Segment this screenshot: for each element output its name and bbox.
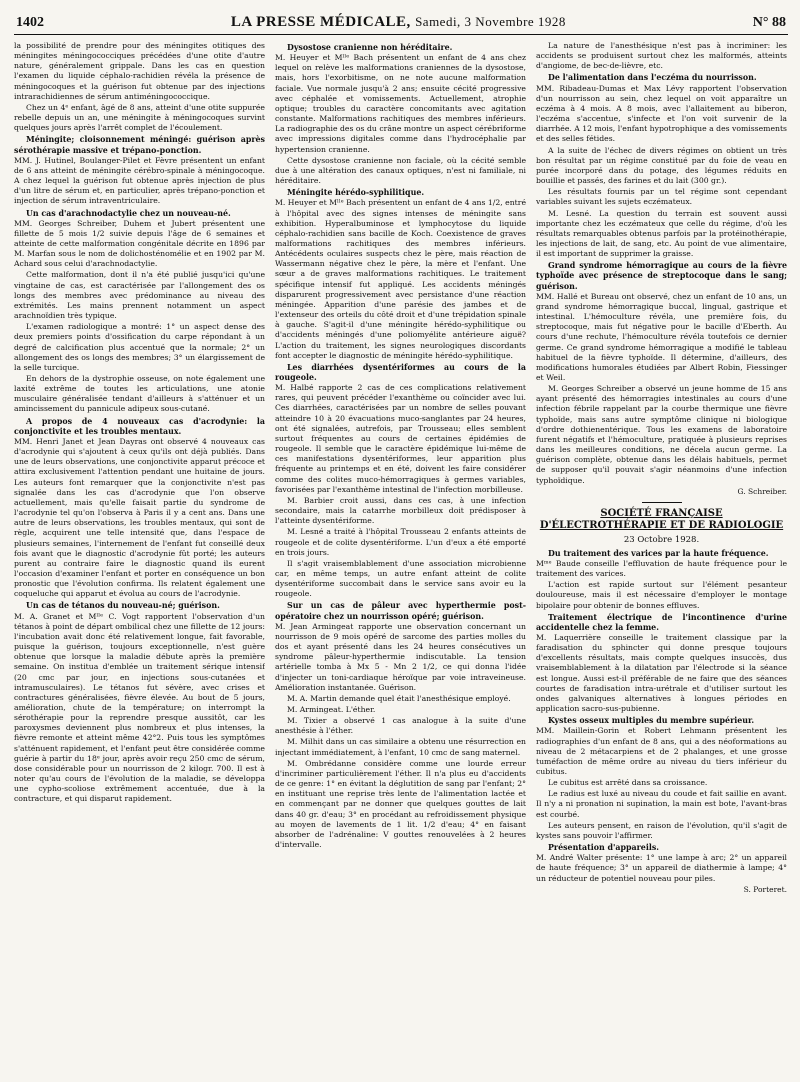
header-rule <box>14 34 788 35</box>
section-title: Un cas de tétanos du nouveau-né; guérison. <box>26 601 220 611</box>
paragraph: M. Lesné a traité à l'hôpital Trousseau 2 enfants atteints de rougeole et de colite dysentériforme. L'un d'eux a été emporté en trois jours. <box>275 527 526 557</box>
section-body: M. Heuyer et Mˡˡᵉ Bach présentent un enfant de 4 ans 1/2, entré à l'hôpital avec des signes intenses de méningite sans exhibition. Hyperalbuminose et lymphocytose du liquide céphalo-rachidien sans bacille de Koch. Coexistence de graves malformations rachitiques des membres inférieurs. Antécédents oculaires suspects chez le père, mais réaction de Wassermann négative chez le père, la mère et l'enfant. Une sœur a de graves malformations rachitiques. Le traitement spécifique intensif fut appliqué. Les accidents méningés disparurent progressivement avec persistance d'une réaction méningée. Apparition d'une parésie des jambes et de l'extenseur des orteils du côté droit et d'une trépidation spinale à gauche. S'agit-il d'une méningite hérédo-syphilitique ou d'accidents méningés d'une poliomyélite antérieure aiguë? L'action du traitement, les signes neurologiques discordants font accepter le diagnostic de méningite hérédo-syphilitique. <box>275 198 526 360</box>
paragraph: Le cubitus est arrêté dans sa croissance. <box>548 778 708 788</box>
meeting-date: 23 Octobre 1928. <box>623 534 700 545</box>
author-signature: G. Schreiber. <box>737 486 787 496</box>
column-1 <box>14 41 265 897</box>
section-title: A propos de 4 nouveaux cas d'acrodynie: la conjonctivite et les troubles mentaux. <box>14 416 265 436</box>
paragraph: M. Lesné. La question du terrain est souvent aussi importante chez les eczémateux que celle du régime, d'où les résultats remarquables obtenus parfois par la protéinothérapie, les injections de lait, de sang, etc. Au point de vue alimentaire, il est important de supprimer la graisse. <box>536 208 787 259</box>
paragraph: En dehors de la dystrophie osseuse, on note également une laxité extrême de toutes les articulations, une atonie musculaire généralisée tendant d'ailleurs à s'atténuer et un amincissement du pannicule adipeux sous-cutané. <box>14 374 265 414</box>
section-body: Mᵐᵉ Baude conseille l'effluvation de haute fréquence pour le traitement des varices. <box>536 558 787 579</box>
paragraph: M. Ombrédanne considère comme une lourde erreur d'incriminer particulièrement l'éther. Il n'a plus eu d'accidents de ce genre: 1° en évitant la déglutition de sang par l'enfant; 2° en instituant une reprise très lente de l'alimentation lactée et en commençant par ne donner que quelques gouttes de lait dans 40 gr. d'eau; 3° en procédant au refroidissement physique au moyen de lavements de 1 lit. 1/2 d'eau; 4° en faisant absorber de l'adrénaline: V gouttes renouvelées à 2 heures d'intervalle. <box>275 758 526 850</box>
society-title: SOCIÉTÉ FRANÇAISE <box>600 507 723 519</box>
paragraph: Les résultats fournis par un tel régime sont cependant variables suivant les sujets eczémateux. <box>536 187 787 207</box>
masthead <box>231 14 566 30</box>
paragraph: L'action est rapide surtout sur l'élément pesanteur douloureuse, mais il est nécessaire d'employer le montage bipolaire pour obtenir de bonnes effluves. <box>536 580 787 610</box>
section-body: MM. Ribadeau-Dumas et Max Lévy rapportent l'observation d'un nourrisson au sein, chez lequel on voit apparaître un eczéma à 4 mois. A 8 mois, avec l'allaitement au biberon, l'eczéma s'accentue, s'infecte et l'on voit survenir de la diarrhée. A 12 mois, l'enfant hypotrophique a des vomissements et des selles fétides. <box>536 83 787 144</box>
section-body: M. Laquerrière conseille le traitement classique par la faradisation du sphincter qui donne presque toujours d'excellents résultats, mais compte quelques insuccès, dus vraisemblablement à la dilatation par l'électrode si la séance est longue. Aussi est-il préférable de ne faire que des séances courtes de faradisation intra-urétrale et d'utiliser surtout les ondes galvaniques alternatives à longues périodes en application sacro-sus-pubienne. <box>536 632 787 714</box>
paragraph: M. Barbier croit aussi, dans ces cas, à une infection secondaire, mais la catarrhe morbilleux doit prédisposer à l'atteinte dysentériforme. <box>275 495 526 526</box>
section-divider <box>642 502 682 503</box>
section-title: Les diarrhées dysentériformes au cours de la rougeole. <box>275 362 526 382</box>
article-columns <box>14 41 788 897</box>
paragraph: Cette dysostose cranienne non faciale, où la cécité semble due à une altération des canaux optiques, n'est ni familiale, ni héréditaire. <box>275 155 526 186</box>
issue-number: N° 88 <box>752 15 786 30</box>
section-title: Traitement électrique de l'incontinence d'urine accidentelle chez la femme. <box>536 612 787 632</box>
paragraph: M. Milhit dans un cas similaire a obtenu une résurrection en injectant immédiatement, à l'enfant, 10 cmc de sang maternel. <box>275 737 526 757</box>
paragraph: M. Georges Schreiber a observé un jeune homme de 15 ans ayant présenté des hémorragies intestinales au cours d'une infection fébrile rappelant par la courbe thermique une fièvre typhoïde, mais sans autre symptôme clinique ni biologique d'ordre dothienentérique. Tous les examens de laboratoire furent négatifs et l'hémoculture, pratiquée à plusieurs reprises dans les meilleures conditions, ne décela aucun germe. La guérison complète, obtenue dans les délais habituels, permet de supposer qu'il pouvait s'agir néanmoins d'une infection typhoïdique. <box>536 384 787 485</box>
author-signature: S. Porteret. <box>743 884 787 894</box>
paragraph: la possibilité de prendre pour des méningites otitiques des méningites méningococciques précédées d'une otite d'autre nature, généralement grippale. Dans les cas en question l'examen du liquide céphalo-rachidien révéla la présence de méningocoques et la guérison fut obtenue par des injections intrarachidiennes de sérum antiméningococcique. <box>14 41 265 101</box>
journal-title: LA PRESSE MÉDICALE, <box>230 14 411 30</box>
paragraph: La nature de l'anesthésique n'est pas à incriminer: les accidents se produisent surtout chez les malformés, atteints d'angiome, de bec-de-lièvre, etc. <box>536 41 787 71</box>
section-body: M. Heuyer et Mˡˡᵉ Bach présentent un enfant de 4 ans chez lequel on relève les malformations craniennes de la dysostose, mais, hors l'exorbitisme, on ne note aucune malformation faciale. Vue normale jusqu'à 2 ans; ensuite cécité progressive avec céphalée et vomissements. Actuellement, atrophie optique; troubles du caractère concomitants avec agitation constante. Malformations rachitiques des membres inférieurs. La radiographie des os du crâne montre un aspect cérébriforme avec impressions digitales comme dans l'hydrocéphalie par hypertension cranienne. <box>275 53 526 154</box>
section-title: Méningite hérédo-syphilitique. <box>287 188 425 198</box>
page-header <box>14 14 788 31</box>
paragraph: Le radius est luxé au niveau du coude et fait saillie en avant. Il n'y a ni pronation ni supination, la main est bote, l'avant-bras est courbé. <box>536 789 787 819</box>
paragraph: M. Armingeat. L'éther. <box>287 705 376 714</box>
paragraph: Cette malformation, dont il n'a été publié jusqu'ici qu'une vingtaine de cas, est caractérisée par l'allongement des os longs des membres avec prédominance au niveau des extrémités. Les mains prennent notamment un aspect arachnoïdien très typique. <box>14 270 265 321</box>
section-body: MM. J. Hutinel, Boulanger-Pilet et Fèvre présentent un enfant de 6 ans atteint de méningite cérébro-spinale à méningocoque. A chez lequel la guérison fut obtenue après injection de plus d'un litre de sérum et, en particulier, après trépano-ponction et injection de sérum intraventriculaire. <box>14 155 265 206</box>
section-body: M. Halbé rapporte 2 cas de ces complications relativement rares, qui peuvent précéder l'exanthème ou coïncider avec lui. Ces diarrhées, caractérisées par un nombre de selles pouvant atteindre 10 à 20 évacuations muco-sanglantes par 24 heures, ont été signalées, autrefois, par Trousseau; elles semblent surtout fréquentes au cours de certaines épidémies de rougeole. Il semble que le caractère épidémique lui-même de ces manifestations dysentériformes, leur apparition plus fréquente au printemps et en été, doivent les faire considérer comme des colites muco-hémorragiques à germes variables, favorisées par l'exanthème intestinal de l'infection morbilleuse. <box>275 383 526 494</box>
section-body: MM. Henri Janet et Jean Dayras ont observé 4 nouveaux cas d'acrodynie qui s'ajoutent à ceux qu'ils ont déjà publiés. Dans une de leurs observations, une conjonctivite apparut précoce et attira exclusivement l'attention pendant une huitaine de jours. Les auteurs font remarquer que la conjonctivite n'est pas signalée dans les cas d'acrodynie que l'on observe actuellement, mais qu'elle faisait partie du syndrome de l'acrodynie tel qu'on l'observa à Paris il y a cent ans. Dans une autre de leurs observations, les troubles mentaux, qui sont de règle, acquirent une telle intensité que, dans l'espace de plusieurs semaines, l'internement de l'enfant fut conseillé deux fois avant que le diagnostic d'acrodynie fût porté; les auteurs purent au contraire faire le diagnostic quand ils eurent l'occasion d'examiner l'enfant et porter en conséquence un bon pronostic que l'évolution confirma. Ils relatent également une coqueluche qui apparut et évolua au cours de l'acrodynie. <box>14 436 265 599</box>
section-body: M. Jean Armingeat rapporte une observation concernant un nourrisson de 9 mois opéré de sarcome des parties molles du dos et ayant présenté dans les 24 heures consécutives un syndrome pâleur-hyperthermie indiscutable. La tension artérielle tomba à Mx 5 - Mn 2 1/2, ce qui donna l'idée d'injecter un toni-cardiaque héroïque par voie intraveineuse. Amélioration instantanée. Guérison. <box>275 621 526 692</box>
section-body: M. André Walter présente: 1° une lampe à arc; 2° un appareil de haute fréquence; 3° un appareil de diathermie à lampe; 4° un réducteur de potentiel nouveau pour piles. <box>536 853 787 883</box>
section-title: Présentation d'appareils. <box>548 843 660 853</box>
paragraph: Les auteurs pensent, en raison de l'évolution, qu'il s'agit de kystes sans pouvoir l'affirmer. <box>536 820 787 840</box>
section-title: Sur un cas de pâleur avec hyperthermie post-opératoire chez un nourrisson opéré; guérison. <box>275 601 526 621</box>
paragraph: Il s'agit vraisemblablement d'une association microbienne car, en même temps, un autre enfant atteint de colite dysentériforme succombait dans le service sans avoir eu la rougeole. <box>275 558 526 599</box>
section-title: Un cas d'arachnodactylie chez un nouveau-né. <box>26 208 231 218</box>
section-body: MM. Maillein-Gorin et Robert Lehmann présentent les radiographies d'un enfant de 8 ans, qui a des néoformations au niveau de 2 métacarpiens et de 2 phalanges, et une grosse tuméfaction de même ordre au niveau du tiers inférieur du cubitus. <box>536 726 787 776</box>
paragraph: M. A. Martin demande quel était l'anesthésique employé. <box>287 693 511 703</box>
section-body: M. A. Granet et Mˡˡᵉ C. Vogt rapportent l'observation d'un tétanos à point de départ ombilical chez une fillette de 12 jours: l'incubation avait donc été relativement longue, fait favorable, puisque la guérison, toujours exceptionnelle, n'est guère obtenue que lorsque la maladie débute après la première semaine. On institua d'emblée un traitement sérique intensif (20 cmc par jour, en injections sous-cutanées et intramusculaires). Le tétanos fut sévère, avec crises et contractures généralisées, fièvre élevée. Au bout de 5 jours, amélioration, chute de la température; on interrompt la sérothérapie pour la reprendre presque aussitôt, car les paroxysmes deviennent plus nombreux et plus intenses, la fièvre remonte et atteint même 42°2. Puis tous les symptômes s'atténuent rapidement, et l'enfant peut être considérée comme guérie à partir du 18ᵉ jour, après avoir reçu 250 cmc de sérum, dose considérable pour un nourrisson de 2 kilogr. 700. Il est à noter qu'au cours de l'évolution de la maladie, se développa une cypho-scoliose extrêmement accentuée, due à la contracture, et qui disparut rapidement. <box>14 611 265 804</box>
issue-date: Samedi, 3 Novembre 1928 <box>415 14 566 29</box>
section-body: MM. Hallé et Bureau ont observé, chez un enfant de 10 ans, un grand syndrome hémorragique buccal, lingual, gastrique et intestinal. L'hémoculture révéla, une première fois, du streptocoque, mais fut négative pour le bacille d'Eberth. Au cours d'une rechute, l'hémoculture révéla toutefois ce dernier germe. Ce grand syndrome hémorragique a modifié le tableau habituel de la fièvre typhoïde. Il détermine, d'ailleurs, des modifications humorales étudiées par Albert Robin, Fiessinger et Weil. <box>536 291 787 382</box>
paragraph: M. Tixier a observé 1 cas analogue à la suite d'une anesthésie à l'éther. <box>275 716 526 736</box>
column-3 <box>536 41 787 897</box>
paragraph: A la suite de l'échec de divers régimes on obtient un très bon résultat par un régime constitué par du foie de veau en purée incorporé dans du potage, des légumes réduits en bouillie et passés, des farines et du lait (300 gr.). <box>536 145 787 186</box>
society-subtitle: D'ÉLECTROTHÉRAPIE ET DE RADIOLOGIE <box>539 519 784 531</box>
section-title: Kystes osseux multiples du membre supérieur. <box>548 716 755 726</box>
section-title: Méningite; cloisonnement méningé: guérison après sérothérapie massive et trépano-ponction. <box>14 135 265 155</box>
column-2 <box>275 41 526 897</box>
page-number: 1402 <box>16 15 44 30</box>
section-title: Dysostose cranienne non héréditaire. <box>287 43 453 52</box>
section-title: De l'alimentation dans l'eczéma du nourrisson. <box>548 73 757 83</box>
section-title: Du traitement des varices par la haute fréquence. <box>548 548 769 558</box>
paragraph: Chez un 4ᵉ enfant, âgé de 8 ans, atteint d'une otite suppurée rebelle depuis un an, une méningite à méningocoques survint quelques jours après l'arrêt complet de l'écoulement. <box>14 102 265 133</box>
paragraph: L'examen radiologique a montré: 1° un aspect dense des deux premiers points d'ossification du carpe répondant à un degré de calcification plus accentué que la normale; 2° un allongement des os longs des membres; 3° un élargissement de la selle turcique. <box>14 322 265 372</box>
section-body: MM. Georges Schreiber, Duhem et Jubert présentent une fillette de 5 mois 1/2 suivie depuis l'âge de 6 semaines et atteinte de cette malformation congénitale décrite en 1896 par M. Marfan sous le nom de dolichosténomélie et en 1902 par M. Achard sous celui d'arachnodactylie. <box>14 218 265 269</box>
section-title: Grand syndrome hémorragique au cours de la fièvre typhoïde avec présence de streptocoque dans le sang; guérison. <box>536 261 787 291</box>
